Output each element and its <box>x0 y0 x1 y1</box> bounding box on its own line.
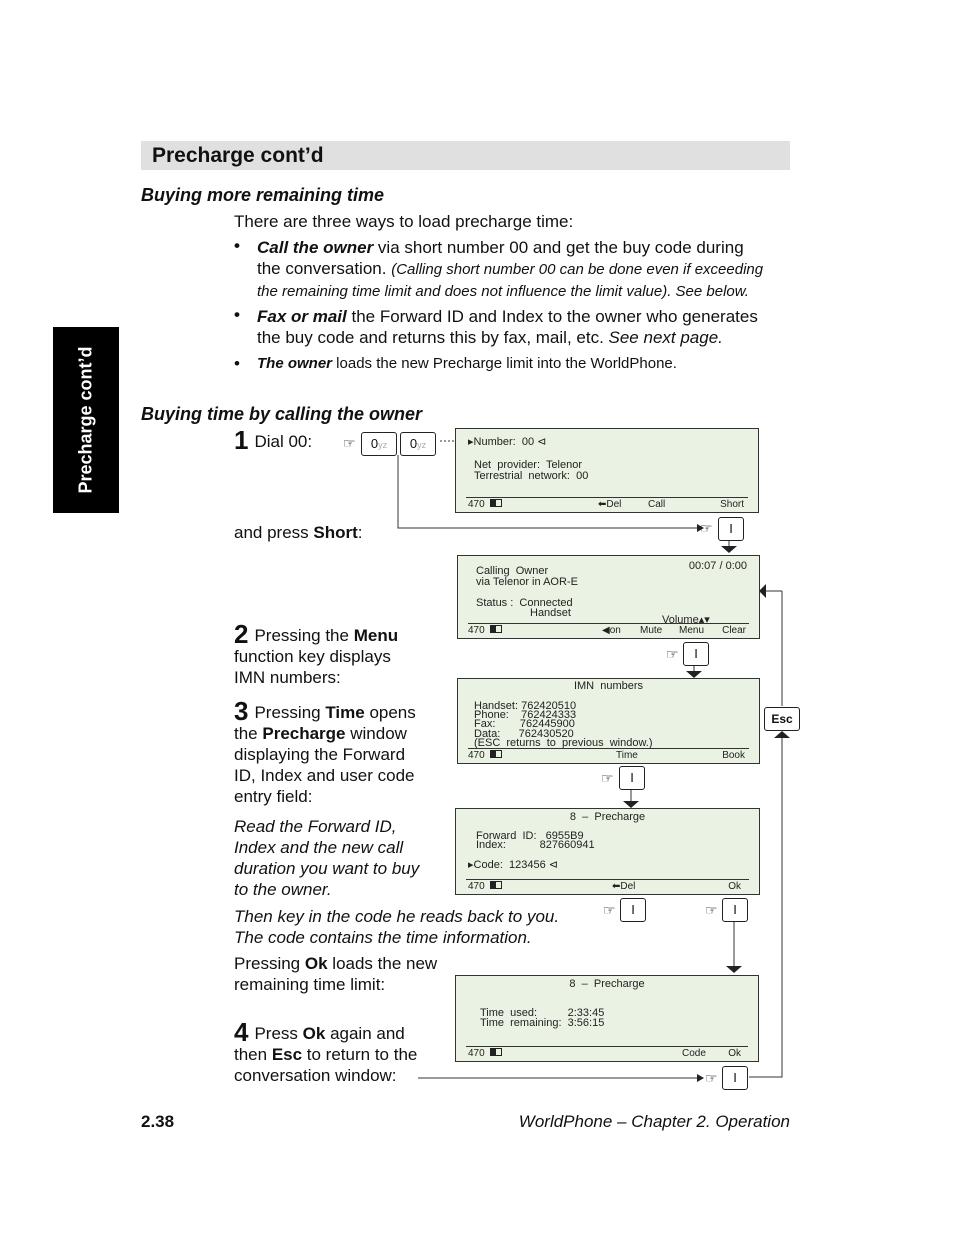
hand-pointer-icon: ☞ <box>705 902 718 918</box>
key-zero-1[interactable] <box>361 432 397 456</box>
screen-title: IMN numbers <box>573 680 644 692</box>
lcd-screen-precharge-result <box>455 975 759 1062</box>
call-timer: 00:07 / 0:00 <box>688 560 747 572</box>
softkey-speaker[interactable]: ◀on <box>602 625 621 636</box>
hand-pointer-icon: ☞ <box>343 435 356 451</box>
step-4-number: 4 <box>234 1017 249 1047</box>
page-title: Precharge cont’d <box>152 144 324 167</box>
step-3-a: Pressing <box>254 703 326 722</box>
battery-icon <box>490 499 502 507</box>
read-line: Index and the new call <box>234 838 404 857</box>
softkey-menu[interactable]: Menu <box>679 625 705 636</box>
bullet-marker: • <box>234 354 240 373</box>
read-line: Read the Forward ID, <box>234 817 397 836</box>
bullet-1-note1: (Calling short number 00 can be done even if exceeding <box>391 261 764 278</box>
step-2-number: 2 <box>234 619 249 649</box>
screen-line: Terrestrial network: 00 <box>474 470 589 482</box>
key-menu[interactable]: I <box>683 642 709 666</box>
screen-line: Handset: 762420510 <box>474 700 577 712</box>
page-number: 2.38 <box>141 1112 175 1131</box>
screen-status: 470 <box>468 625 502 636</box>
key-time[interactable]: I <box>619 766 645 790</box>
screen-title: 8 – Precharge <box>569 811 646 823</box>
step-4-l2b: Esc <box>271 1045 303 1064</box>
softkey-book[interactable]: Book <box>722 750 745 761</box>
ok-a: Pressing <box>234 954 305 973</box>
hand-pointer-icon: ☞ <box>700 520 713 536</box>
screen-line: (ESC returns to previous window.) <box>474 737 653 749</box>
step-2-l3: IMN numbers: <box>234 668 341 687</box>
step-2-a: Pressing the <box>254 626 354 645</box>
hand-pointer-icon: ☞ <box>666 646 679 662</box>
key-sub-label: yz <box>378 440 388 450</box>
battery-icon <box>490 1048 502 1056</box>
status-divider <box>466 497 748 498</box>
screen-line: Time remaining: 3:56:15 <box>480 1017 605 1029</box>
softkey-del[interactable]: ⬅Del <box>612 881 636 892</box>
screen-line: Status : Connected <box>476 597 573 609</box>
lcd-screen-calling <box>457 555 760 639</box>
step-1-number: 1 <box>234 425 249 455</box>
softkey-call[interactable]: Call <box>648 499 666 510</box>
press-bold: Short <box>313 523 358 542</box>
volume-arrows-icon: ▴▾ <box>698 614 710 626</box>
step-1-text: Dial 00: <box>254 432 313 451</box>
step-2-b: Menu <box>353 626 399 645</box>
bullet-2-note: See next page. <box>608 328 723 347</box>
screen-line: Time used: 2:33:45 <box>480 1007 605 1019</box>
screen-status: 470 <box>468 750 502 761</box>
step-3-number: 3 <box>234 696 249 726</box>
bullet-1-lead: Call the owner <box>257 238 374 257</box>
screen-line: Data: 762430520 <box>474 728 574 740</box>
screen-status: 470 <box>468 881 502 892</box>
key-label: 0 <box>370 436 379 451</box>
cursor-icon: ⊲ <box>537 436 547 448</box>
lcd-screen-dial <box>455 428 759 513</box>
speaker-icon: ◀ <box>602 625 610 636</box>
then-line: The code contains the time information. <box>234 928 532 947</box>
footer-title: WorldPhone – Chapter 2. Operation <box>518 1112 790 1131</box>
press-text: and press <box>234 523 314 542</box>
battery-icon <box>490 750 502 758</box>
battery-icon <box>490 625 502 633</box>
screen-line: Index: 827660941 <box>476 839 595 851</box>
step-4-l2a: then <box>234 1045 272 1064</box>
screen-line: Handset <box>530 607 571 619</box>
screen-title: 8 – Precharge <box>569 978 645 990</box>
cursor-icon: ⊲ <box>548 859 558 871</box>
screen-line: Net provider: Telenor <box>474 459 583 471</box>
screen-line: Calling Owner <box>476 565 549 577</box>
bullet-3-lead: The owner <box>257 355 333 372</box>
bullet-3-text: loads the new Precharge limit into the WorldPhone. <box>332 355 677 372</box>
step-3-l2a: the <box>234 724 263 743</box>
softkey-mute[interactable]: Mute <box>640 625 663 636</box>
status-divider <box>468 748 749 749</box>
step-3-b: Time <box>325 703 365 722</box>
screen-status: 470 <box>468 1048 502 1059</box>
screen-line: via Telenor in AOR-E <box>476 576 578 588</box>
step-4-a: Press <box>254 1024 303 1043</box>
step-4-c: again and <box>325 1024 405 1043</box>
step-4-l2c: to return to the <box>302 1045 418 1064</box>
step-3-l2b: Precharge <box>262 724 346 743</box>
screen-status: 470 <box>468 499 502 510</box>
volume-label: Volume▴▾ <box>662 614 710 626</box>
ok-c: loads the new <box>327 954 438 973</box>
screen-line: Forward ID: 6955B9 <box>476 830 584 842</box>
bullet-2-text1: the Forward ID and Index to the owner who generates <box>346 307 758 326</box>
bullet-1-text1: via short number 00 and get the buy code during <box>373 238 744 257</box>
read-line: to the owner. <box>234 880 332 899</box>
status-divider <box>466 1046 748 1047</box>
section-title-buying-more: Buying more remaining time <box>141 185 385 205</box>
step-3-c: opens <box>364 703 416 722</box>
status-divider <box>468 623 749 624</box>
step-4-l3: conversation window: <box>234 1066 397 1085</box>
bullet-marker: • <box>234 305 240 324</box>
hand-pointer-icon: ☞ <box>601 770 614 786</box>
battery-icon <box>490 881 502 889</box>
softkey-short[interactable]: Short <box>720 499 744 510</box>
key-ok-again[interactable]: I <box>722 1066 748 1090</box>
key-zero-2[interactable] <box>400 432 436 456</box>
ok-b: Ok <box>304 954 328 973</box>
then-line: Then key in the code he reads back to you. <box>234 907 560 926</box>
step-3-l2c: window <box>345 724 407 743</box>
hand-pointer-icon: ☞ <box>705 1070 718 1086</box>
step-3-l5: entry field: <box>234 787 313 806</box>
step-2-l2: function key displays <box>234 647 391 666</box>
bullet-marker: • <box>234 236 240 255</box>
intro-text: There are three ways to load precharge time: <box>234 212 574 231</box>
status-divider <box>466 879 749 880</box>
softkey-ok[interactable]: Ok <box>728 1048 741 1059</box>
bullet-1-text2: the conversation. <box>257 259 392 278</box>
screen-line: Phone: 762424333 <box>474 709 577 721</box>
softkey-code[interactable]: Code <box>682 1048 706 1059</box>
step-4-b: Ok <box>302 1024 326 1043</box>
softkey-del[interactable]: ⬅Del <box>598 499 622 510</box>
softkey-ok[interactable]: Ok <box>728 881 741 892</box>
hand-pointer-icon: ☞ <box>603 902 616 918</box>
screen-line: ▸Number: 00 ⊲ <box>468 436 547 448</box>
softkey-time[interactable]: Time <box>616 750 638 761</box>
side-tab-label: Precharge cont’d <box>75 346 96 494</box>
bullet-2-lead: Fax or mail <box>257 307 347 326</box>
step-3-l4: ID, Index and user code <box>234 766 415 785</box>
screen-line: Fax: 762445900 <box>474 718 575 730</box>
code-entry-field[interactable]: ▸Code: 123456 ⊲ <box>468 859 558 871</box>
key-sub-label: yz <box>417 440 427 450</box>
lcd-screen-imn <box>457 678 760 764</box>
press-end: : <box>357 523 363 542</box>
bullet-1-note2: the remaining time limit and does not influence the limit value). See below. <box>257 283 749 300</box>
read-line: duration you want to buy <box>234 859 420 878</box>
lcd-screen-precharge <box>455 808 760 895</box>
key-short[interactable]: I <box>718 517 744 541</box>
key-ok[interactable]: I <box>722 898 748 922</box>
bullet-2-text2: the buy code and returns this by fax, mail, etc. <box>257 328 609 347</box>
softkey-clear[interactable]: Clear <box>722 625 746 636</box>
key-label: 0 <box>409 436 418 451</box>
section-title-calling-owner: Buying time by calling the owner <box>141 404 423 424</box>
ok-l2: remaining time limit: <box>234 975 386 994</box>
step-3-l3: displaying the Forward <box>234 745 406 764</box>
key-esc[interactable]: Esc <box>764 707 800 731</box>
key-code[interactable]: I <box>620 898 646 922</box>
